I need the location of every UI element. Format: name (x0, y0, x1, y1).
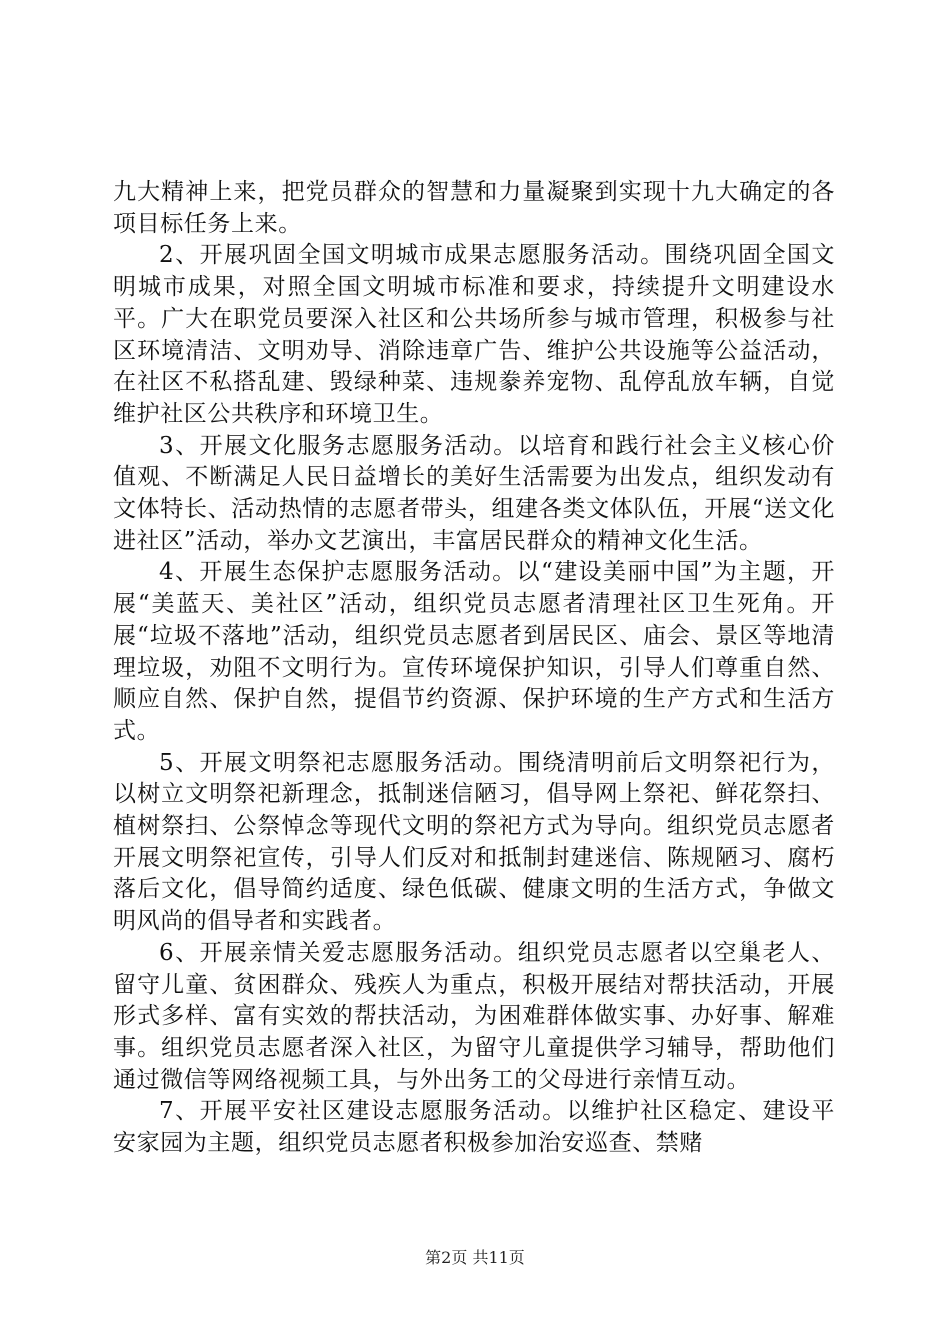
paragraph-item-6: 6、开展亲情关爱志愿服务活动。组织党员志愿者以空巢老人、留守儿童、贫困群众、残疾人为重点，积极开展结对帮扶活动，开展形式多样、富有实效的帮扶活动，为困难群体做实事、办好事、解难事。组织党员志愿者深入社区，为留守儿童提供学习辅导，帮助他们通过微信等网络视频工具，与外出务工的父母进行亲情互动。 (113, 939, 835, 1093)
paragraph-continuation: 九大精神上来，把党员群众的智慧和力量凝聚到实现十九大确定的各项目标任务上来。 (113, 179, 835, 237)
page-footer: 第2页 共11页 (425, 1248, 525, 1267)
paragraph-item-5: 5、开展文明祭祀志愿服务活动。围绕清明前后文明祭祀行为，以树立文明祭祀新理念，抵制迷信陋习，倡导网上祭祀、鲜花祭扫、植树祭扫、公祭悼念等现代文明的祭祀方式为导向。组织党员志愿者开展文明祭祀宣传，引导人们反对和抵制封建迷信、陈规陋习、腐朽落后文化，倡导简约适度、绿色低碳、健康文明的生活方式，争做文明风尚的倡导者和实践者。 (113, 749, 835, 935)
paragraph-item-2: 2、开展巩固全国文明城市成果志愿服务活动。围绕巩固全国文明城市成果，对照全国文明城市标准和要求，持续提升文明建设水平。广大在职党员要深入社区和公共场所参与城市管理，积极参与社区环境清洁、文明劝导、消除违章广告、维护公共设施等公益活动，在社区不私搭乱建、毁绿种菜、违规豢养宠物、乱停乱放车辆，自觉维护社区公共秩序和环境卫生。 (113, 242, 835, 427)
paragraph-item-7: 7、开展平安社区建设志愿服务活动。以维护社区稳定、建设平安家园为主题，组织党员志愿者积极参加治安巡查、禁赌 (113, 1098, 835, 1157)
paragraph-item-4: 4、开展生态保护志愿服务活动。以“建设美丽中国”为主题，开展“美蓝天、美社区”活动，组织党员志愿者清理社区卫生死角。开展“垃圾不落地”活动，组织党员志愿者到居民区、庙会、景区等地清理垃圾，劝阻不文明行为。宣传环境保护知识，引导人们尊重自然、顺应自然、保护自然，提倡节约资源、保护环境的生产方式和生活方式。 (113, 559, 835, 744)
paragraph-item-3: 3、开展文化服务志愿服务活动。以培育和践行社会主义核心价值观、不断满足人民日益增长的美好生活需要为出发点，组织发动有文体特长、活动热情的志愿者带头，组建各类文体队伍，开展“送文化进社区”活动，举办文艺演出，丰富居民群众的精神文化生活。 (113, 432, 835, 554)
document-body (113, 177, 835, 1160)
